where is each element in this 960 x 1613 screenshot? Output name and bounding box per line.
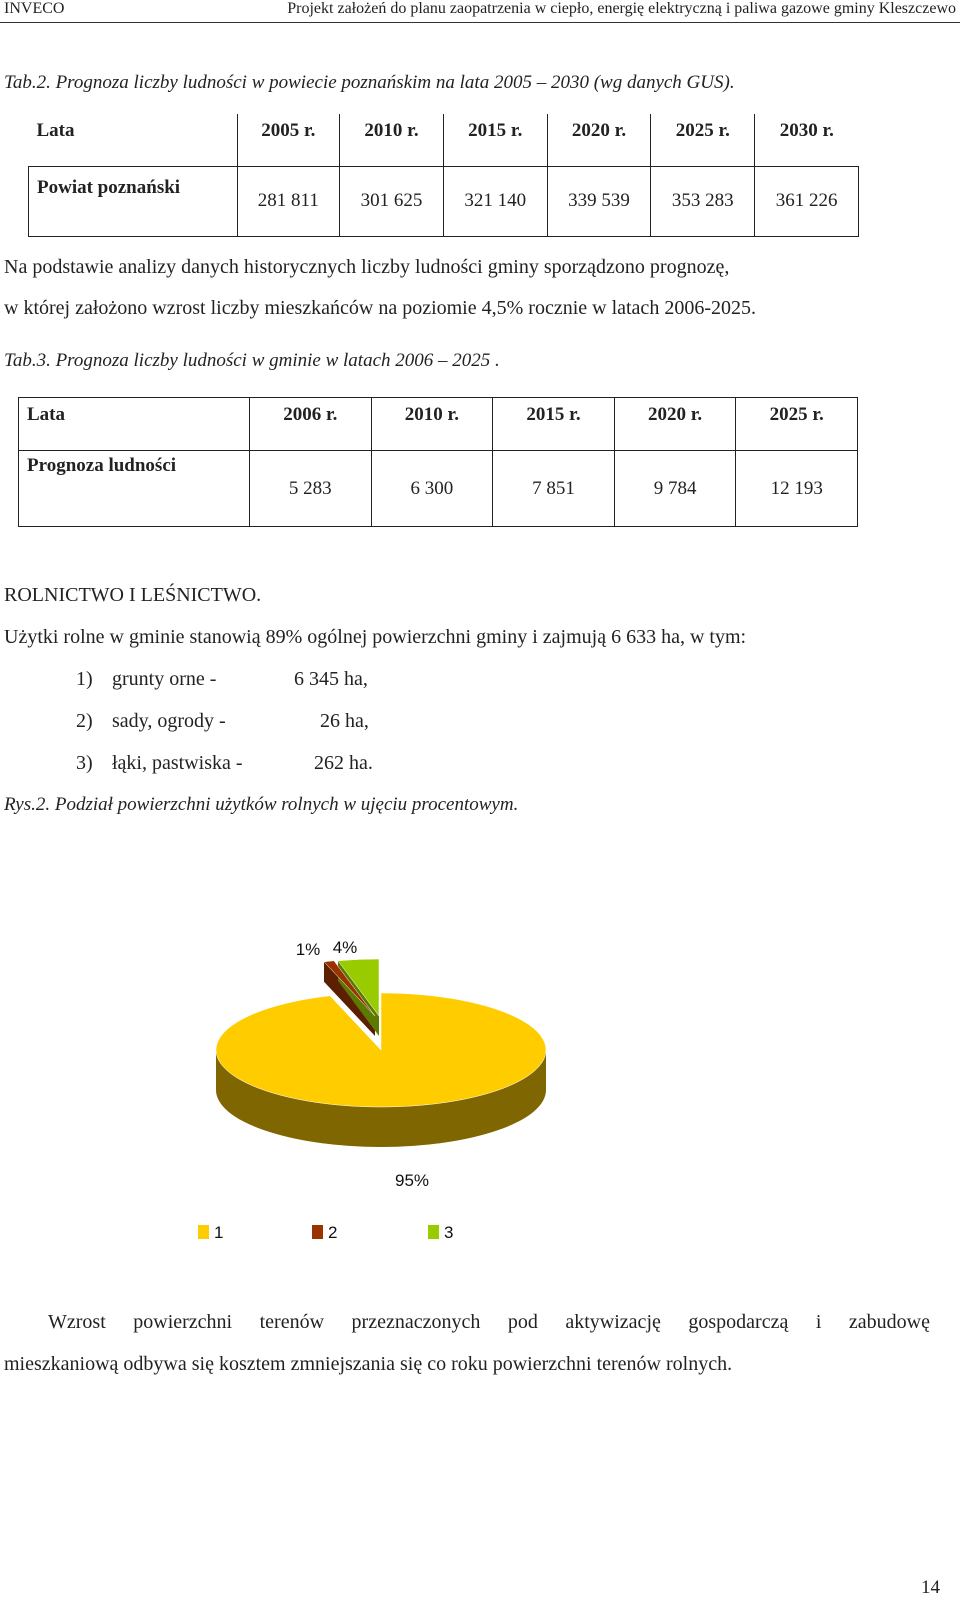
table2-cell: 339 539 bbox=[547, 166, 651, 236]
table2-data-row bbox=[29, 166, 859, 236]
list-item-value: 6 345 ha, bbox=[294, 668, 368, 690]
pie-data-label: 95% bbox=[394, 1171, 430, 1190]
list-item-label: grunty orne - bbox=[112, 668, 217, 690]
figure-caption: Rys.2. Podział powierzchni użytków rolnych w ujęciu procentowym. bbox=[4, 794, 519, 815]
table2 bbox=[28, 114, 859, 237]
table2-row-label: Powiat poznański bbox=[29, 166, 238, 236]
table2-year: 2015 r. bbox=[443, 114, 547, 166]
table2-year: 2005 r. bbox=[237, 114, 340, 166]
table3-cell: 12 193 bbox=[736, 451, 858, 527]
table2-cell: 321 140 bbox=[443, 166, 547, 236]
table3-row-label: Prognoza ludności bbox=[19, 451, 250, 527]
section-heading: ROLNICTWO I LEŚNICTWO. bbox=[4, 584, 262, 606]
paragraph2-line1: Wzrost powierzchni terenów przeznaczonych pod aktywizację gospodarczą i zabudowę bbox=[48, 1311, 930, 1333]
page-header bbox=[0, 0, 960, 23]
paragraph1-line2: w której założono wzrost liczby mieszkańców na poziomie 4,5% rocznie w latach 2006-2025. bbox=[4, 297, 756, 319]
legend-swatch-3 bbox=[428, 1225, 439, 1239]
list-item-number: 2) bbox=[76, 710, 93, 732]
legend-label-3: 3 bbox=[444, 1223, 454, 1242]
table3-year: 2020 r. bbox=[614, 398, 736, 451]
table2-cell: 301 625 bbox=[340, 166, 444, 236]
legend-label-2: 2 bbox=[328, 1223, 338, 1242]
table2-year: 2020 r. bbox=[547, 114, 651, 166]
table2-cell: 361 226 bbox=[755, 166, 859, 236]
list-item-value: 26 ha, bbox=[320, 710, 369, 732]
table2-year: 2025 r. bbox=[651, 114, 755, 166]
list-item-number: 3) bbox=[76, 752, 93, 774]
table3-year: 2025 r. bbox=[736, 398, 858, 451]
page-number: 14 bbox=[921, 1577, 940, 1598]
section-intro: Użytki rolne w gminie stanowią 89% ogólnej powierzchni gminy i zajmują 6 633 ha, w tym: bbox=[4, 626, 747, 648]
pie-chart-container bbox=[0, 900, 960, 1260]
list-item-label: sady, ogrody - bbox=[112, 710, 226, 732]
table3-header-row bbox=[19, 398, 858, 451]
table3-year: 2006 r. bbox=[250, 398, 372, 451]
table3 bbox=[18, 397, 858, 527]
list-item-label: łąki, pastwiska - bbox=[112, 752, 243, 774]
paragraph2-line2: mieszkaniową odbywa się kosztem zmniejszania się co roku powierzchni terenów rolnych. bbox=[4, 1353, 733, 1375]
table2-cell: 353 283 bbox=[651, 166, 755, 236]
legend-label-1: 1 bbox=[214, 1223, 224, 1242]
table3-header-label: Lata bbox=[19, 398, 250, 451]
pie-data-label: 1% bbox=[295, 940, 321, 959]
pie-chart bbox=[0, 900, 960, 1260]
header-company: INVECO bbox=[4, 0, 65, 17]
table3-year: 2015 r. bbox=[493, 398, 615, 451]
legend-swatch-1 bbox=[198, 1225, 209, 1239]
table3-caption: Tab.3. Prognoza liczby ludności w gminie w latach 2006 – 2025 . bbox=[4, 350, 500, 371]
pie-slice-1 bbox=[216, 993, 546, 1107]
table3-cell: 5 283 bbox=[250, 451, 372, 527]
table2-year: 2030 r. bbox=[755, 114, 859, 166]
legend-swatch-2 bbox=[312, 1225, 323, 1239]
table2-caption: Tab.2. Prognoza liczby ludności w powiecie poznańskim na lata 2005 – 2030 (wg danych GUS). bbox=[4, 72, 735, 93]
paragraph1-line1: Na podstawie analizy danych historycznych liczby ludności gminy sporządzono prognozę, bbox=[4, 256, 730, 278]
table3-year: 2010 r. bbox=[371, 398, 493, 451]
list-item-number: 1) bbox=[76, 668, 93, 690]
list-item-value: 262 ha. bbox=[314, 752, 373, 774]
pie-data-label: 4% bbox=[332, 938, 358, 957]
table2-header-label: Lata bbox=[29, 114, 238, 166]
table3-cell: 6 300 bbox=[371, 451, 493, 527]
table2-year: 2010 r. bbox=[340, 114, 444, 166]
header-title: Projekt założeń do planu zaopatrzenia w ciepło, energię elektryczną i paliwa gazowe gminy Kleszczewo bbox=[287, 0, 956, 17]
table2-cell: 281 811 bbox=[237, 166, 340, 236]
table3-data-row bbox=[19, 451, 858, 527]
table2-header-row bbox=[29, 114, 859, 166]
table3-cell: 7 851 bbox=[493, 451, 615, 527]
table3-cell: 9 784 bbox=[614, 451, 736, 527]
